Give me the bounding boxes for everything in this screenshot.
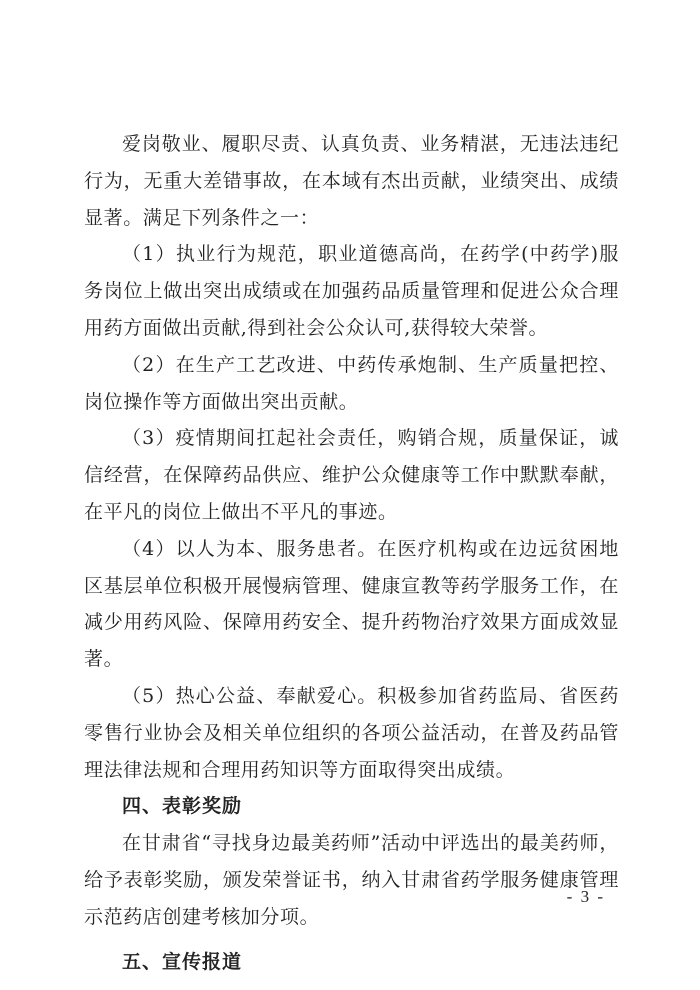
section-heading-publicity: 五、宣传报道 [122,950,243,973]
condition-4: （4）以人为本、服务患者。在医疗机构或在边远贫困地区基层单位积极开展慢病管理、健康宣教等药学服务工作，在减少用药风险、保障用药安全、提升药物治疗效果方面成效显著。 [84,537,619,671]
condition-2: （2）在生产工艺改进、中药传承炮制、生产质量把控、岗位操作等方面做出突出贡献。 [84,353,619,413]
condition-1: （1）执业行为规范，职业道德高尚，在药学(中药学)服务岗位上做出突出成绩或在加强药品质量管理和促进公众合理用药方面做出贡献,得到社会公众认可,获得较大荣誉。 [84,243,619,339]
page-body [84,126,619,980]
page-number: - 3 - [566,887,605,906]
awards-paragraph: 在甘肃省“寻找身边最美药师”活动中评选出的最美药师，给予表彰奖励，颁发荣誉证书，纳入甘肃省药学服务健康管理示范药店创建考核加分项。 [84,832,619,928]
section-heading-awards: 四、表彰奖励 [122,795,243,818]
intro-paragraph: 爱岗敬业、履职尽责、认真负责、业务精湛，无违法违纪行为，无重大差错事故，在本域有杰出贡献，业绩突出、成绩显著。满足下列条件之一： [84,133,619,229]
condition-5: （5）热心公益、奉献爱心。积极参加省药监局、省医药零售行业协会及相关单位组织的各项公益活动，在普及药品管理法律法规和合理用药知识等方面取得突出成绩。 [84,684,619,781]
condition-3: （3）疫情期间扛起社会责任，购销合规，质量保证，诚信经营，在保障药品供应、维护公众健康等工作中默默奉献，在平凡的岗位上做出不平凡的事迹。 [84,427,619,523]
